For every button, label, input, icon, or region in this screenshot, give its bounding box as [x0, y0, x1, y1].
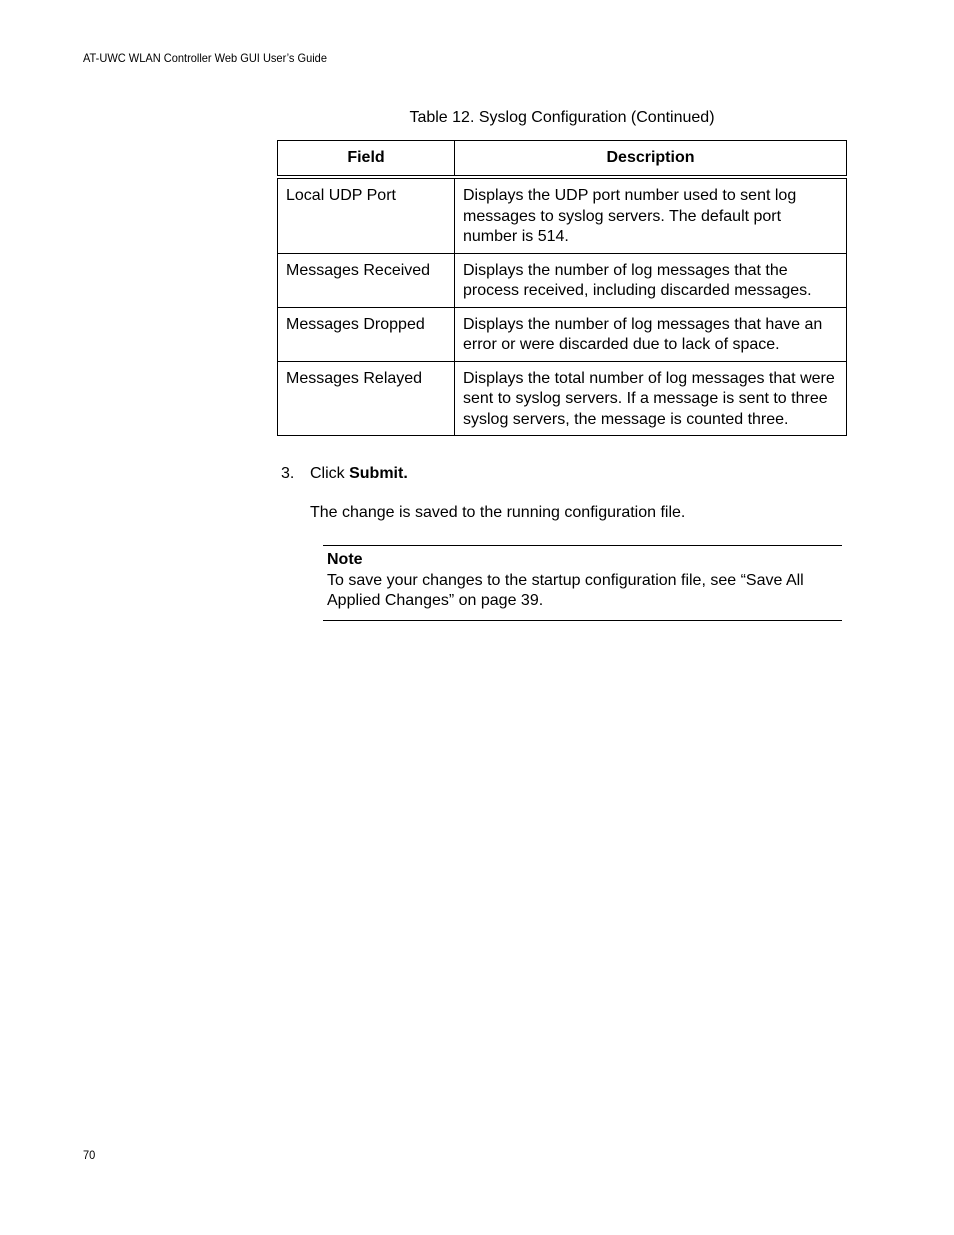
step-number: 3.: [281, 465, 295, 482]
description-cell: Displays the UDP port number used to sent log messages to syslog servers. The default port number is 514.: [455, 177, 847, 253]
description-cell: Displays the number of log messages that have an error or were discarded due to lack of space.: [455, 307, 847, 361]
column-header-description: Description: [455, 141, 847, 178]
step-action-label: Submit.: [349, 465, 408, 482]
field-cell: Messages Received: [278, 253, 455, 307]
table-row: [278, 253, 847, 307]
table-row: [278, 177, 847, 253]
syslog-configuration-table: [277, 140, 847, 436]
description-cell: Displays the number of log messages that the process received, including discarded messages.: [455, 253, 847, 307]
table-header-row: [278, 141, 847, 178]
table-caption: Table 12. Syslog Configuration (Continued): [409, 109, 715, 126]
field-cell: Messages Relayed: [278, 361, 455, 436]
column-header-field: Field: [278, 141, 455, 178]
table-row: [278, 361, 847, 436]
note-box: [323, 545, 842, 621]
field-cell: Local UDP Port: [278, 177, 455, 253]
note-text: To save your changes to the startup configuration file, see “Save All Applied Changes” on page 39.: [327, 571, 804, 609]
procedure-step: [281, 465, 408, 483]
step-prefix: Click: [310, 465, 350, 482]
running-header: AT-UWC WLAN Controller Web GUI User’s Guide: [83, 51, 327, 65]
step-result-text: The change is saved to the running configuration file.: [310, 504, 686, 521]
field-cell: Messages Dropped: [278, 307, 455, 361]
note-title: Note: [327, 551, 363, 568]
description-cell: Displays the total number of log messages that were sent to syslog servers. If a message is sent to three syslog servers, the message is counted three.: [455, 361, 847, 436]
page-number: 70: [83, 1148, 96, 1162]
table-row: [278, 307, 847, 361]
